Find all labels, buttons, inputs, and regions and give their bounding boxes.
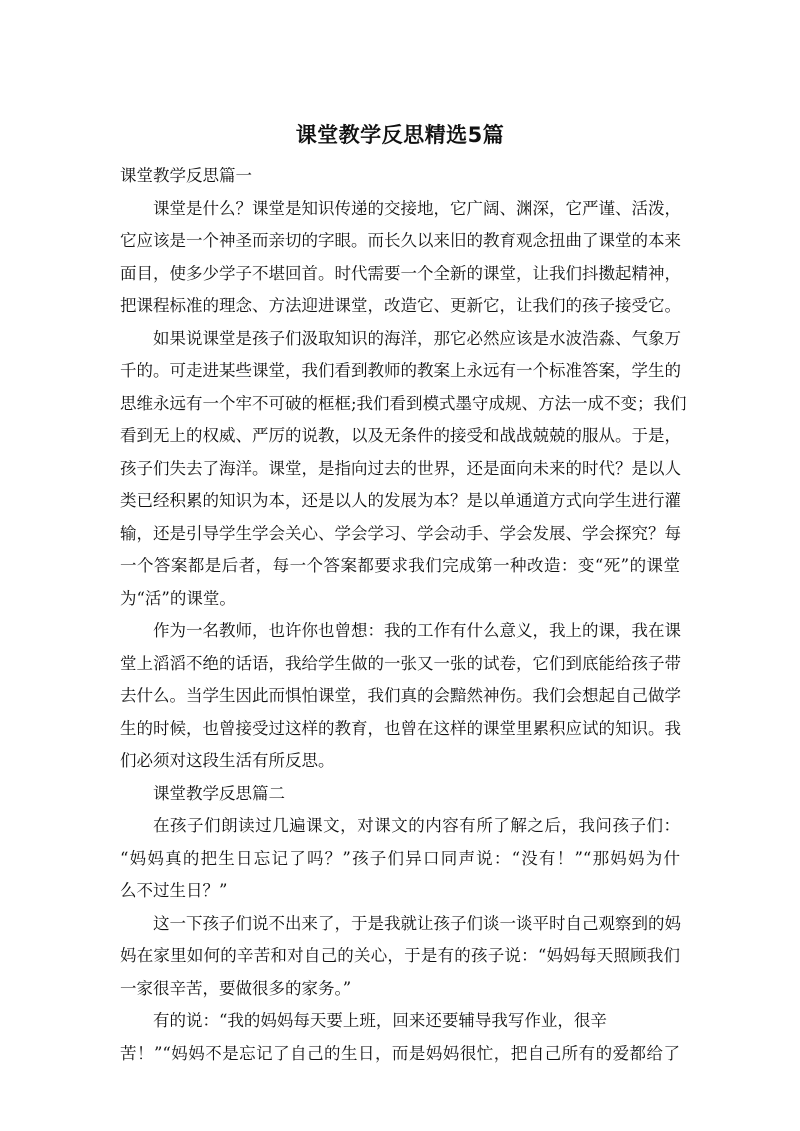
- text-line: 么不过生日？”: [120, 881, 228, 900]
- text-line: 生的时候，也曾接受过这样的教育，也曾在这样的课堂里累积应试的知识。我: [120, 718, 681, 738]
- text-line: “妈妈真的把生日忘记了吗？”孩子们异口同声说：“没有！”“那妈妈为什: [120, 848, 680, 868]
- text-line: 课堂教学反思篇一: [120, 166, 252, 185]
- text-line: 课堂教学反思篇二: [153, 783, 285, 803]
- text-line: 面目，使多少学子不堪回首。时代需要一个全新的课堂，让我们抖擞起精神，: [120, 263, 681, 283]
- text-line: 一家很辛苦，要做很多的家务。”: [120, 978, 352, 998]
- document-title: 课堂教学反思精选5篇: [295, 123, 505, 147]
- text-line: 妈在家里如何的辛苦和对自己的关心，于是有的孩子说：“妈妈每天照顾我们: [120, 946, 680, 965]
- text-line: 课堂是什么？课堂是知识传递的交接地，它广阔、渊深，它严谨、活泼，: [153, 198, 681, 218]
- text-line: 千的。可走进某些课堂，我们看到教师的教案上永远有一个标准答案，学生的: [120, 361, 681, 380]
- document-body: [120, 160, 687, 1070]
- text-line: 一个答案都是后者，每一个答案都要求我们完成第一种改造：变“死”的课堂: [120, 556, 680, 575]
- text-line: 思维永远有一个牢不可破的框框;我们看到模式墨守成规、方法一成不变；我们: [120, 393, 687, 413]
- text-line: 把课程标准的理念、方法迎进课堂，改造它、更新它，让我们的孩子接受它。: [120, 296, 681, 315]
- text-line: 们必须对这段生活有所反思。: [120, 751, 335, 770]
- text-line: 这一下孩子们说不出来了，于是我就让孩子们谈一谈平时自己观察到的妈: [153, 913, 681, 933]
- text-line: 堂上滔滔不绝的话语，我给学生做的一张又一张的试卷，它们到底能给孩子带: [120, 653, 681, 673]
- text-line: 去什么。当学生因此而惧怕课堂，我们真的会黯然神伤。我们会想起自己做学: [120, 686, 681, 705]
- text-line: 为“活”的课堂。: [120, 588, 236, 608]
- text-line: 类已经积累的知识为本，还是以人的发展为本？是以单通道方式向学生进行灌: [120, 491, 681, 510]
- text-line: 有的说：“我的妈妈每天要上班，回来还要辅导我写作业，很辛: [153, 1011, 607, 1030]
- text-line: 它应该是一个神圣而亲切的字眼。而长久以来旧的教育观念扭曲了课堂的本来: [120, 231, 681, 250]
- text-line: 在孩子们朗读过几遍课文，对课文的内容有所了解之后，我问孩子们：: [153, 816, 680, 835]
- text-line: 苦！”“妈妈不是忘记了自己的生日，而是妈妈很忙，把自己所有的爱都给了: [120, 1043, 680, 1063]
- text-line: 看到无上的权威、严厉的说教，以及无条件的接受和战战兢兢的服从。于是，: [120, 426, 681, 445]
- text-line: 输，还是引导学生学会关心、学会学习、学会动手、学会发展、学会探究？每: [120, 523, 681, 543]
- text-line: 如果说课堂是孩子们汲取知识的海洋，那它必然应该是水波浩淼、气象万: [153, 328, 681, 348]
- text-line: 作为一名教师，也许你也曾想：我的工作有什么意义，我上的课，我在课: [153, 621, 681, 640]
- text-line: 孩子们失去了海洋。课堂，是指向过去的世界，还是面向未来的时代？是以人: [120, 458, 681, 478]
